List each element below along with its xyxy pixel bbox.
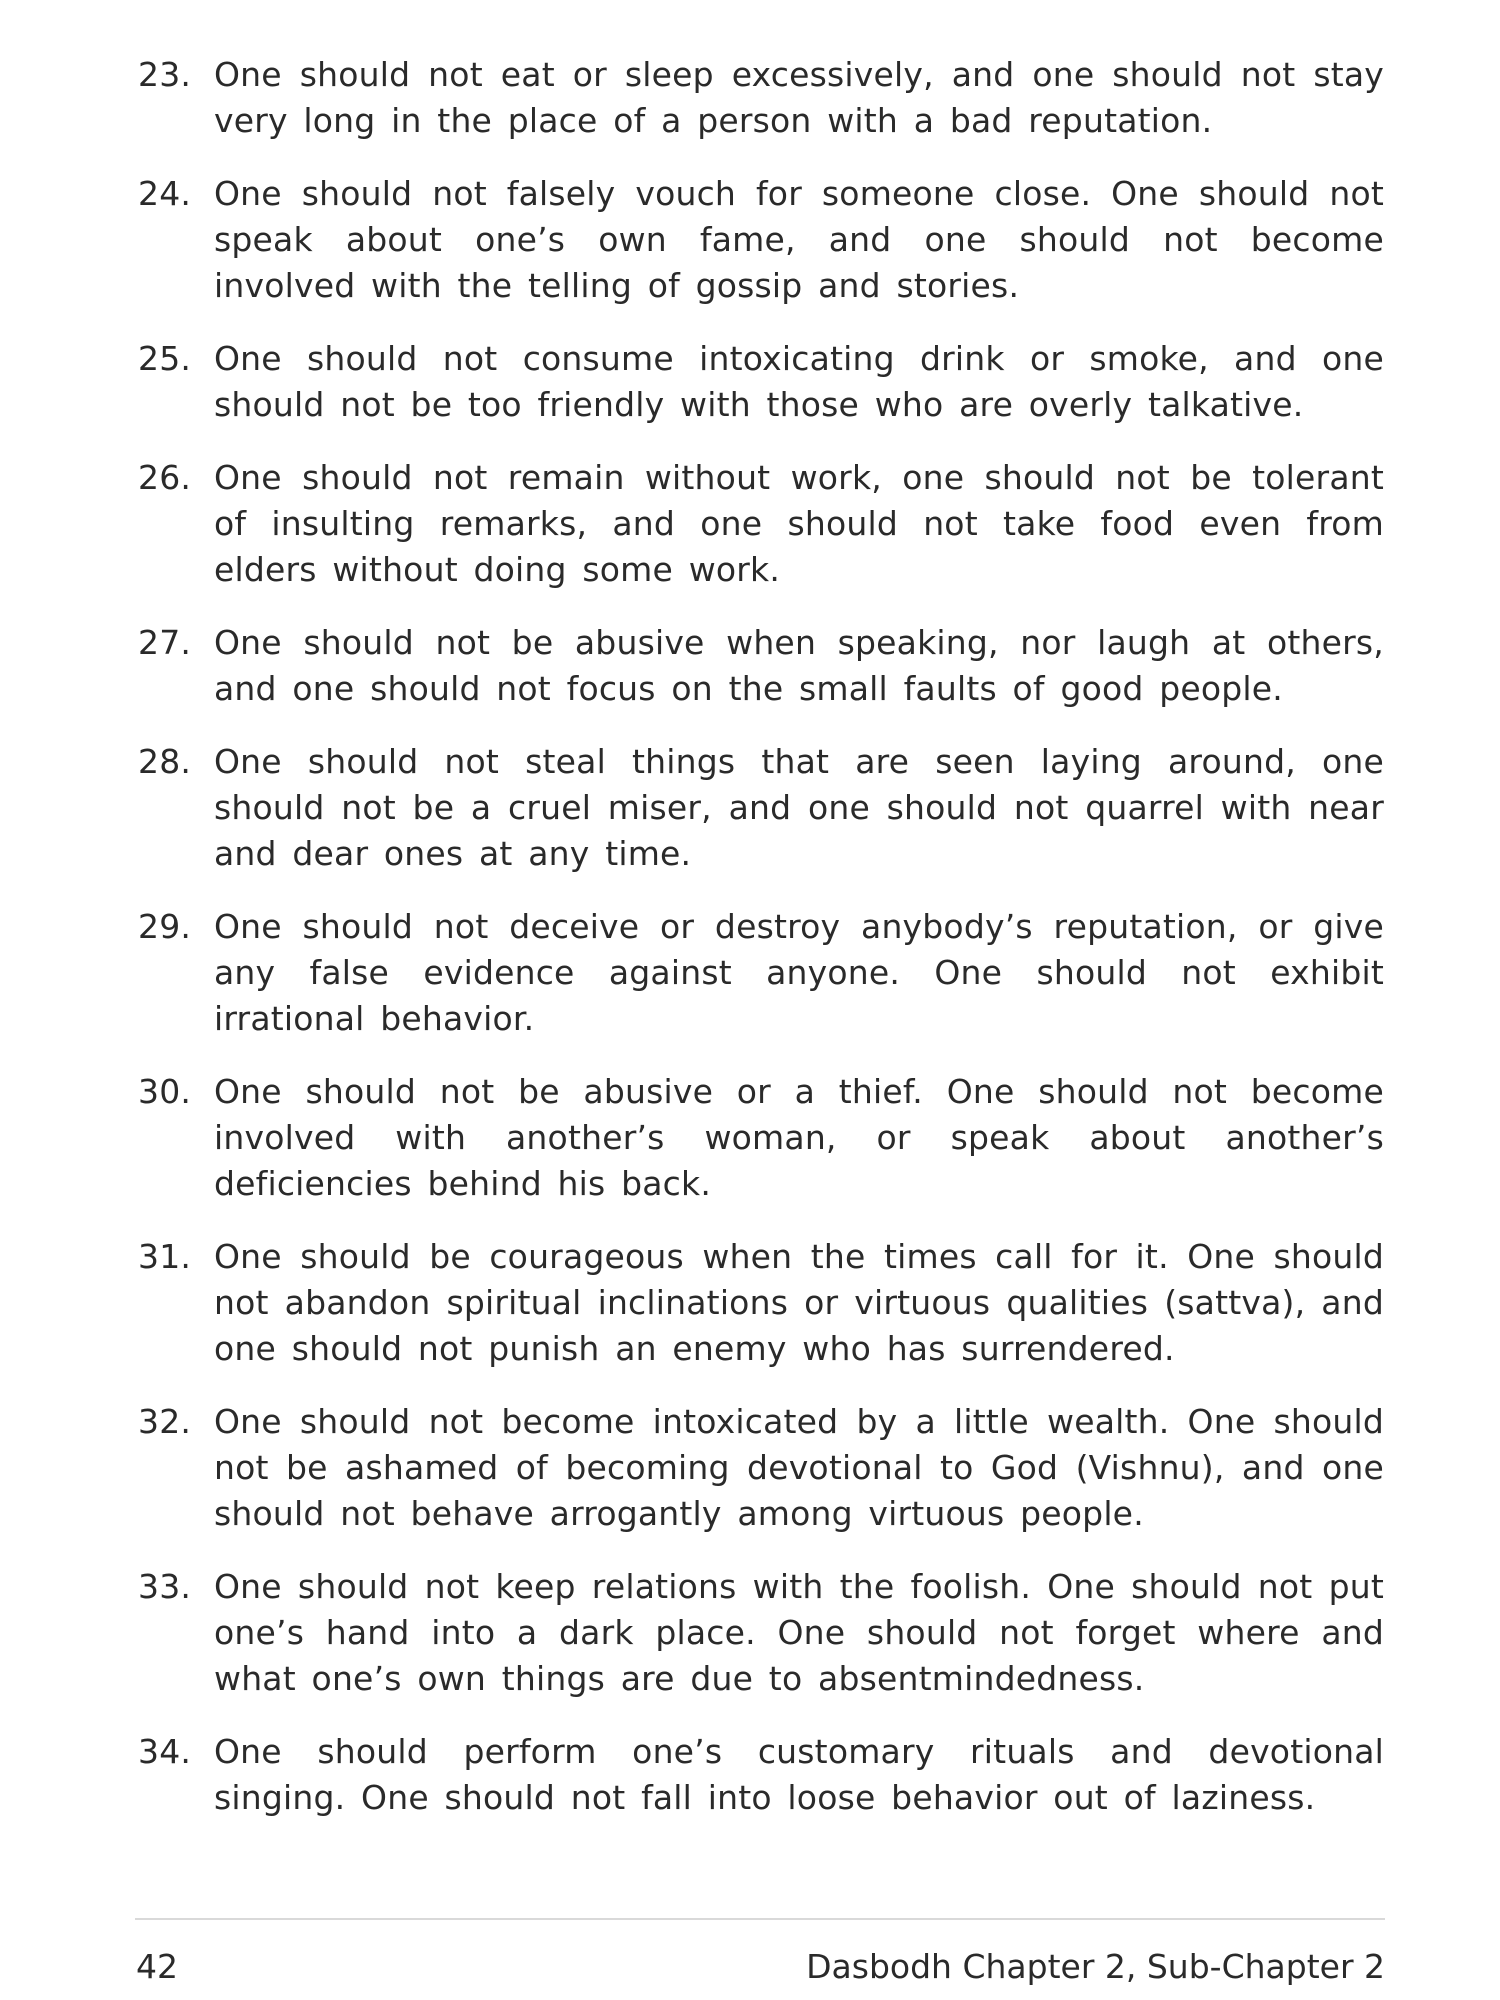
verse-number: 29. — [138, 907, 192, 946]
verse-number: 33. — [138, 1567, 192, 1606]
verse-text: One should not deceive or destroy anybody’s reputation, or give any false evidence against anyone. One should not exhibit irrational behavior. — [214, 907, 1384, 1038]
verse-text: One should not become intoxicated by a little wealth. One should not be ashamed of becoming devotional to God (Vishnu), and one should not behave arrogantly among virtuous people. — [214, 1402, 1384, 1533]
footer-divider — [135, 1918, 1385, 1920]
verse-number: 30. — [138, 1072, 192, 1111]
verse-text: One should not falsely vouch for someone close. One should not speak about one’s own fame, and one should not become involved with the telling of gossip and stories. — [214, 174, 1384, 305]
verse-number: 28. — [138, 742, 192, 781]
verse-text: One should not be abusive or a thief. One should not become involved with another’s woman, or speak about another’s deficiencies behind his back. — [214, 1072, 1384, 1203]
verse-text: One should not remain without work, one should not be tolerant of insulting remarks, and one should not take food even from elders without doing some work. — [214, 458, 1384, 589]
verse-text: One should be courageous when the times call for it. One should not abandon spiritual inclinations or virtuous qualities (sattva), and one should not punish an enemy who has surrendered. — [214, 1237, 1384, 1368]
verse-text: One should not steal things that are seen laying around, one should not be a cruel miser, and one should not quarrel with near and dear ones at any time. — [214, 742, 1384, 873]
verse-text: One should not consume intoxicating drink or smoke, and one should not be too friendly with those who are overly talkative. — [214, 339, 1384, 424]
running-footer-title: Dasbodh Chapter 2, Sub-Chapter 2 — [806, 1947, 1385, 1986]
verse-item — [138, 1069, 1384, 1207]
verse-item — [138, 904, 1384, 1042]
verse-number: 23. — [138, 55, 192, 94]
verse-list — [138, 52, 1384, 1848]
verse-item — [138, 1729, 1384, 1821]
verse-text: One should not be abusive when speaking, nor laugh at others, and one should not focus on the small faults of good people. — [214, 623, 1384, 708]
verse-number: 26. — [138, 458, 192, 497]
verse-number: 34. — [138, 1732, 192, 1771]
verse-item — [138, 52, 1384, 144]
verse-item — [138, 1399, 1384, 1537]
verse-item — [138, 1234, 1384, 1372]
verse-item — [138, 1564, 1384, 1702]
verse-item — [138, 455, 1384, 593]
verse-text: One should perform one’s customary rituals and devotional singing. One should not fall into loose behavior out of laziness. — [214, 1732, 1384, 1817]
verse-number: 24. — [138, 174, 192, 213]
verse-number: 32. — [138, 1402, 192, 1441]
verse-item — [138, 336, 1384, 428]
verse-item — [138, 171, 1384, 309]
verse-number: 25. — [138, 339, 192, 378]
verse-text: One should not keep relations with the foolish. One should not put one’s hand into a dark place. One should not forget where and what one’s own things are due to absentmindedness. — [214, 1567, 1384, 1698]
verse-number: 27. — [138, 623, 192, 662]
page-number: 42 — [136, 1947, 178, 1986]
verse-item — [138, 620, 1384, 712]
verse-number: 31. — [138, 1237, 192, 1276]
verse-item — [138, 739, 1384, 877]
verse-text: One should not eat or sleep excessively, and one should not stay very long in the place of a person with a bad reputation. — [214, 55, 1384, 140]
